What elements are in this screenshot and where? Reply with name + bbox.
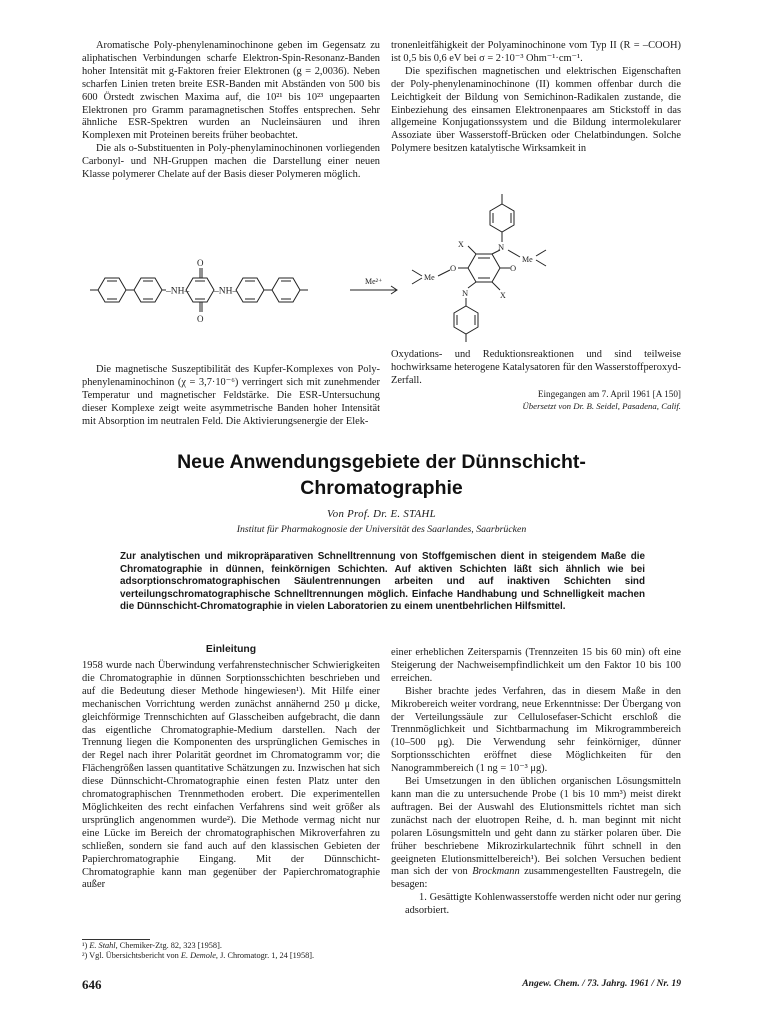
- title-line: Chromatographie: [300, 477, 463, 499]
- section-heading: Einleitung: [205, 644, 257, 655]
- nh-label-left: –NH–: [166, 286, 190, 297]
- paragraph: Bisher brachte jedes Verfahren, das in diesem Maße in den Mikrobereich weiter vordrang, neue Erkenntnisse: Der Übergang von der Verteilungssäule zur Cellulosefaser-Schicht erschloß die Trennmöglichkeit und Sichtbarmachung im Mikrogrammbereich (10–500 μg). Die Verwendung sehr feinkörniger, dünner Sorptionsschichten eröffnet diese Möglichkeiten für den Nanogrammbereich (1 ng = 10⁻³ μg).: [391, 685, 681, 775]
- text-run: Bei Umsetzungen in den üblichen organischen Lösungsmitteln kann man die zu untersuchende Probe (1 bis 10 mm³) meist direkt auftragen. Bei der Auswahl des Elutionsmittels richtet man sich zunächst nach der eluotropen Reihe, d. h. man beginnt mit nicht polaren Lösungsmitteln und geht dann zu stärker polaren über. Die früher beschriebene Mikrozirkulartechnik führt schnell in den geeigneten Elutionsmittelbereich¹). Bei solchen Versuchen bedient man sich der von: [391, 776, 681, 878]
- top-right-column: [391, 40, 681, 156]
- top-left-column: [82, 40, 380, 182]
- substituent-x-bottom: X: [500, 291, 506, 300]
- translator-note: Übersetzt von Dr. B. Seidel, Pasadena, Calif.: [522, 400, 681, 411]
- carbonyl-o-top: O: [197, 258, 204, 268]
- footnote-text: , J. Chromatogr. 1, 24 [1958].: [215, 951, 315, 960]
- title-line: Neue Anwendungsgebiete der Dünnschicht-: [177, 451, 586, 473]
- metal-right: Me: [522, 255, 533, 264]
- page-number: 646: [82, 977, 102, 992]
- bottom-left-column: [82, 364, 380, 429]
- author-line: Von Prof. Dr. E. STAHL: [327, 508, 436, 520]
- metal-left: Me: [424, 273, 435, 282]
- footnote-rule: [82, 939, 150, 940]
- paragraph: 1958 wurde nach Überwindung verfahrenstechnischer Schwierigkeiten die Chromatographie in dünnen Sorptionsschichten beschrieben und auf die Bedeutung dieser Methode hingewiesen¹). Mit Hilfe einer mechanischen Vorrichtung werden zunächst annähernd 250 μ dicke, gleichförmige Trennschichten auf Glasscheiben aufgebracht, die dann das eigentliche Chromatographie-Medium darstellen. Nach der Trennung liegen die Komponenten des ursprünglichen Gemisches in der Regel nach ihrer Polarität geordnet im Chromatogramm vor; die Flächengrößen lassen quantitative Schätzungen zu. Inzwischen hat sich diese Dünnschicht-Chromatographie einen festen Platz unter den chromatographischen Trennmethoden erobert. Die experimentellen Möglichkeiten des recht einfachen Verfahrens sind weit größer als ursprünglich angenommen wurde²). Die Methode vermag nicht nur eine Lücke im Bereich der chromatographischen Mikroverfahren zu schließen, sondern sie fand auch auf den klassischen Gebieten der Papierchromatographie Eingang. Mit der Dünnschicht-Chromatographie kann man gegenüber der Papierchromatographie außer: [82, 660, 380, 891]
- abstract: Zur analytischen und mikropräparativen Schnelltrennung von Stoffgemischen dient in steigendem Maße die Chromatographie in dünnen, feinkörnigen Schichten. Auf aktiven Schichten läßt sich ähnlich wie bei adsorptionschromatographischen Säulentrennungen arbeiten und auf inaktiven Schichten sind verteilungschromatographische Schnelltrennungen möglich. Einfache Handhabung und Schnelligkeit machen die Dünnschicht-Chromatographie in vielen Laboratorien zu einem unentbehrlichen Hilfsmittel.: [120, 551, 645, 613]
- paragraph: einer erheblichen Zeitersparnis (Trennzeiten 15 bis 60 min) oft eine Steigerung der Nachweisempfindlichkeit um den Faktor 10 bis 100 erreichen.: [391, 647, 681, 684]
- text-run: zusammengestellten Faustregeln, die besagen:: [391, 866, 681, 891]
- footnote-mark: ¹): [82, 941, 90, 950]
- article-title: [82, 449, 681, 501]
- institute-line: Institut für Pharmakognosie der Universität des Saarlandes, Saarbrücken: [236, 524, 527, 535]
- metal-ion-reagent: Me²⁺: [365, 277, 383, 286]
- nitrogen-bottom: N: [462, 288, 469, 298]
- list-item: 1. Gesättigte Kohlenwasserstoffe werden nicht oder nur gering adsorbiert.: [405, 892, 681, 917]
- bottom-right-column: [391, 349, 681, 412]
- paragraph: Oxydations- und Reduktionsreaktionen und sind teilweise hochwirksame heterogene Katalysatoren für den Wasserstoffperoxyd-Zerfall.: [391, 349, 681, 386]
- footnote: [82, 941, 380, 951]
- author-reference: Brockmann: [472, 866, 520, 878]
- oxygen-right: O: [510, 263, 517, 273]
- nh-label-right: –NH–: [214, 286, 238, 297]
- paragraph: Aromatische Poly-phenylenaminochinone geben im Gegensatz zu aliphatischen Verbindungen scharfe Elektron-Spin-Resonanz-Banden hoher Intensität mit g-Faktoren freier Elektronen (g = 2,0036). Neben scharfen Linien treten breite ESR-Banden mit Abständen von 500 bis 600 Örstedt zwischen Maxima auf, die 10²¹ bis 10²³ ungepaarten Elektronen pro Gramm paramagnetischen Stoffes entsprechen. Sehr ähnliche ESR-Spektren wurden an Nucleinsäuren und ihren Komplexen mit Proteinen bereits früher beobachtet.: [82, 40, 380, 142]
- paragraph: Die als o-Substituenten in Poly-phenylaminochinonen vorliegenden Carbonyl- und NH-Gruppen machen die Darstellung einer neuen Klasse polymerer Chelate auf der Basis dieser Polymeren möglich.: [82, 143, 380, 181]
- metal-chelate-structure: [400, 192, 580, 344]
- nitrogen-top: N: [498, 242, 505, 252]
- received-date: Eingegangen am 7. April 1961 [A 150]: [537, 388, 681, 399]
- article-right-column: [391, 647, 681, 918]
- footnote-text: , Chemiker-Ztg. 82, 323 [1958].: [115, 941, 222, 950]
- paragraph: [391, 776, 681, 892]
- article-left-column: [82, 660, 380, 892]
- paragraph: Die magnetische Suszeptibilität des Kupfer-Komplexes von Poly-phenylenaminochinon (χ = 3,7·10⁻⁶) verringert sich mit zunehmender Temperatur und magnetischer Feldstärke. Die ESR-Untersuchung dieser Komplexe zeigt weite asymmetrische Banden hoher Intensität mit Absorption im neutralen Feld. Die Aktivierungsenergie der Elek-: [82, 364, 380, 427]
- footnote: [82, 951, 380, 961]
- oxygen-left: O: [450, 263, 457, 273]
- substituent-x-top: X: [458, 240, 464, 249]
- footnote-mark: ²) Vgl. Übersichtsbericht von: [82, 951, 181, 960]
- journal-citation: Angew. Chem. / 73. Jahrg. 1961 / Nr. 19: [522, 978, 681, 989]
- footnote-author: E. Demole: [180, 951, 216, 960]
- polymer-structure-formula: [82, 240, 422, 335]
- paragraph: Die spezifischen magnetischen und elektrischen Eigenschaften der Poly-phenylenaminochinone (II) kommen offenbar durch die Leichtigkeit der Bildung von Semichinon-Radikalen zustande, die Einbeziehung des einsamen Elektronenpaares am Stickstoff in das allgemeine Konjugationssystem und die Bildung intermolekularer Assoziate über Wasserstoff-Brücken oder Chelatbindungen. Solche Polymere besitzen katalytische Wirksamkeit in: [391, 65, 681, 155]
- carbonyl-o-bottom: O: [197, 314, 204, 324]
- footnote-author: E. Stahl: [89, 941, 116, 950]
- paragraph: tronenleitfähigkeit der Polyaminochinone vom Typ II (R = –COOH) ist 0,5 bis 0,6 eV bei σ = 2·10⁻³ Ohm⁻¹·cm⁻¹.: [391, 40, 681, 64]
